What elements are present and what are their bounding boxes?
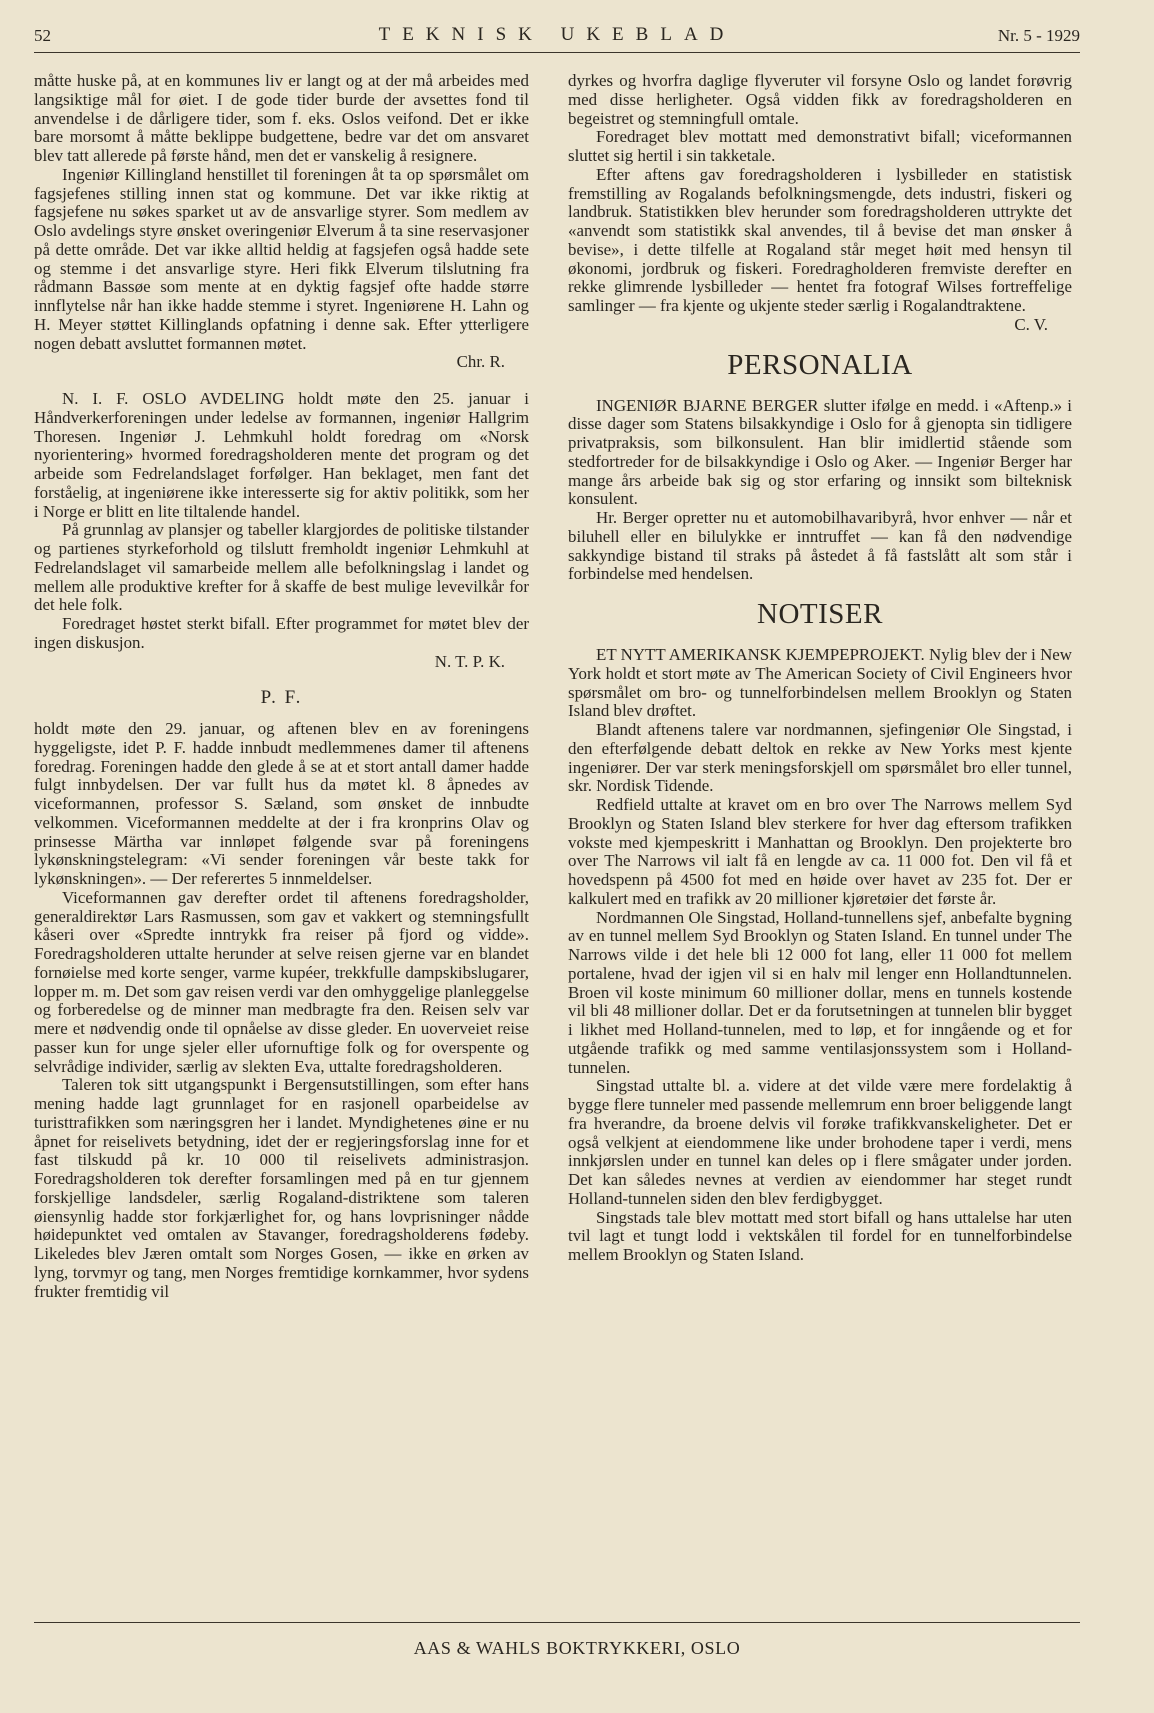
page-number: 52 (34, 26, 51, 45)
paragraph: INGENIØR BJARNE BERGER slutter ifølge en medd. i «Aftenp.» i disse dager som Statens bilsakkyndige i Oslo for å gjenopta sin tidligere privatpraksis, som bilkonsulent. Han blir imidlertid stående som stedfortreder for de bilsakkyndige i Oslo og Aker. — Ingeniør Berger har mange års arbeide bak sig og stor erfaring og innsikt som bilteknisk konsulent. (568, 395, 1072, 509)
left-column (34, 72, 529, 1301)
paragraph: Blandt aftenens talere var nordmannen, sjefingeniør Ole Singstad, i den efterfølgende debatt deltok en rekke av New Yorks mest kjente ingeniører. Der var sterk meningsforskjell om spørsmålet bro eller tunnel, skr. Nordisk Tidende. (568, 720, 1072, 796)
right-column (568, 72, 1072, 1265)
paragraph: ET NYTT AMERIKANSK KJEMPEPROJEKT. Nylig blev der i New York holdt et stort møte av The American Society of Civil Engineers hvor spørsmålet om bro- og tunnelforbindelsen mellem Brooklyn og Staten Island blev drøftet. (568, 645, 1072, 721)
paragraph: Hr. Berger opretter nu et automobilhavaribyrå, hvor enhver — når et biluhell eller en bilulykke er inntruffet — kan få den nødvendige sakkyndige bistand til straks på åstedet å få fastslått alt som står i forbindelse med hendelsen. (568, 508, 1072, 584)
paragraph: Taleren tok sitt utgangspunkt i Bergensutstillingen, som efter hans mening hadde lagt grunnlaget for en rasjonell oparbeidelse av turisttrafikken som næringsgren her i landet. Myndighetenes øine er nu åpnet for reiselivets betydning, idet der er regjeringsforslag inne for et fast tilskudd på kr. 10 000 til reiselivets administrasjon. Foredragsholderen tok derefter forsamlingen med på en tur gjennem forskjellige landsdeler, særlig Rogaland-distriktene som taleren øiensynlig hadde stor forkjærlighet for, og hans lovprisninger nådde høidepunktet ved omtalen av Stavanger, foredragsholderens fødeby. Likeledes blev Jæren omtalt som Norges Gosen, — ikke en ørken av lyng, torvmyr og tang, men Norges fremtidige kornkammer, hvor sydens frukter fremtidig vil (34, 1075, 529, 1301)
paragraph: På grunnlag av plansjer og tabeller klargjordes de politiske tilstander og partienes styrkeforhold og tilslutt fremholdt ingeniør Lehmkuhl at Fedrelandslaget vil samarbeide mellem alle befolkningslag i landet og mellem alle produktive krefter for å skaffe de best mulige levevilkår for det hele folk. (34, 520, 529, 615)
running-header (34, 22, 1080, 53)
paragraph: Viceformannen gav derefter ordet til aftenens foredragsholder, generaldirektør Lars Rasmussen, som gav et vakkert og stemningsfullt kåseri over «Spredte inntrykk fra reiser på fjord og vidde». Foredragsholderen uttalte herunder at selve reisen gjerne var en blandet fornøielse med korte senger, varme kupéer, trekkfulle dampskibslugarer, lopper m. m. Det som gav reisen verdi var den omhyggelige planleggelse og forberedelse og de minner man medbragte fra den. Reisen selv var mere et nødvendig onde til opnåelse av disse gleder. En uoverveiet reise passer kun for unge sjeler eller ufornuftige folk og for overspente og selvrådige individer, særlig av slekten Eva, uttalte foredragsholderen. (34, 887, 529, 1076)
paragraph: Singstad uttalte bl. a. videre at det vilde være mere fordelaktig å bygge flere tunneler med passende mellemrum enn broer beliggende langt fra hverandre, da broene delvis vil forøke trafikkvanskeligheter. Det er også velkjent at eiendommene like under brohodene taper i verdi, mens innkjørslen under en tunnel kan deles op i flere smågater under jorden. Det kan således nevnes at verdien av eiendommer har steget rundt Holland-tunnelen siden den blev ferdigbygget. (568, 1076, 1072, 1208)
journal-title: TEKNISK UKEBLAD (378, 24, 736, 45)
signature: N. T. P. K. (434, 651, 505, 671)
section-heading-personalia: PERSONALIA (727, 348, 913, 381)
footer-rule (34, 1622, 1080, 1623)
paragraph: dyrkes og hvorfra daglige flyveruter vil forsyne Oslo og landet forøvrig med disse herligheter. Også vidden fikk av foredragsholderen en begeistret og stemningfull omtale. (568, 71, 1072, 128)
signature: Chr. R. (456, 352, 505, 372)
paragraph: holdt møte den 29. januar, og aftenen blev en av foreningens hyggeligste, idet P. F. hadde innbudt medlemmenes damer til aftenens foredrag. Foreningen hadde den glede å se at et stort antall damer hadde fulgt innbydelsen. Der var fullt hus da møtet kl. 8 åpnedes av viceformannen, professor S. Sæland, som ønsket de innbudte velkommen. Viceformannen meddelte at der i fra kronprins Olav og prinsesse Märtha var innløpet følgende svar på foreningens lykønskningstelegram: «Vi sender foreningen vår beste takk for lykønskningen». — Der referertes 5 innmeldelser. (34, 719, 529, 888)
paragraph: Singstads tale blev mottatt med stort bifall og hans uttalelse har uten tvil lagt et tungt lodd i vektskålen til fordel for en tunnelforbindelse mellem Brooklyn og Staten Island. (568, 1207, 1072, 1264)
signature: C. V. (1014, 314, 1048, 334)
section-heading-pf: P. F. (260, 687, 303, 709)
paragraph: Ingeniør Killingland henstillet til foreningen åt ta op spørsmålet om fagsjefenes stilling innen stat og kommune. Det var ikke riktig at fagsjefene nu søkes sparket ut av de ansvarlige styrer. Som medlem av Oslo avdelings styre ønsket overingeniør Elverum å ta sine reservasjoner på dette område. Det var ikke alltid heldig at fagsjefen også hadde sete og stemme i det ansvarlige styre. Heri fikk Elverum tilslutning fra rådmann Bassøe som mente at en dyktig fagsjef ofte hadde større innflytelse når han ikke hadde stemme i styret. Ingeniørene H. Lahn og H. Meyer støttet Killinglands opfatning i denne sak. Efter ytterligere nogen debatt avsluttet formannen møtet. (34, 164, 529, 353)
paragraph: Redfield uttalte at kravet om en bro over The Narrows mellem Syd Brooklyn og Staten Island blev sterkere for hver dag eftersom trafikken vokste med kjempeskritt i Manhattan og Brooklyn. Den projekterte bro over The Narrows vil ialt få en lengde av ca. 11 000 fot. Den vil få et hovedspenn på 4500 fot med en høide over havet av 235 fot. Der er kalkulert med en trafikk av 20 millioner kjøretøier det første år. (568, 795, 1072, 908)
paragraph: Nordmannen Ole Singstad, Holland-tunnellens sjef, anbefalte bygning av en tunnel mellem Syd Brooklyn og Staten Island. En tunnel under The Narrows vilde i det hele bli 12 000 fot lang, eller 11 000 fot mellem portalene, hvad der igjen vil si en halv mil lenger enn Hollandtunnelen. Broen vil koste minimum 60 millioner dollar, mens en tunnels kostende vil bli 48 millioner dollar. Det er da forutsetningen at tunnelen blir bygget i likhet med Holland-tunnelen, med to løp, et for inngående og et for utgående trafikk og med samme ventilasjonssystem som i Holland-tunnelen. (568, 907, 1072, 1077)
paragraph: Foredraget blev mottatt med demonstrativt bifall; viceformannen sluttet sig hertil i sin takketale. (568, 127, 1072, 165)
issue-number: Nr. 5 - 1929 (997, 26, 1080, 45)
paragraph: Foredraget høstet sterkt bifall. Efter programmet for møtet blev der ingen diskusjon. (34, 614, 529, 652)
paragraph: N. I. F. OSLO AVDELING holdt møte den 25. januar i Håndverkerforeningen under ledelse av formannen, ingeniør Hallgrim Thoresen. Ingeniør J. Lehmkuhl holdt foredrag om «Norsk nyorientering» hvormed foredragsholderen mente det program og det arbeide som Fedrelandslaget forfølger. Han beklaget, men fant det forståelig, at ingeniørene ikke interesserte sig for aktiv politikk, som her i Norge er blitt en lite tiltalende handel. (34, 389, 529, 521)
paragraph: måtte huske på, at en kommunes liv er langt og at der må arbeides med langsiktige mål for øiet. I de gode tider burde der avsettes fond til anvendelse i de dårligere tider, som f. eks. Oslos veifond. Det er ikke bare morsomt å måtte beklippe budgettene, bedre var det om ansvaret blev tatt allerede på første hånd, men det er vanskelig å resignere. (34, 71, 529, 165)
paragraph: Efter aftens gav foredragsholderen i lysbilleder en statistisk fremstilling av Rogalands befolkningsmengde, dets industri, fiskeri og landbruk. Statistikken blev herunder som foredragsholderen uttrykte det «anvendt som statistikk skal anvendes, til å bevise det man ønsker å bevise», i dette tilfelle at Rogaland står meget høit med hensyn til økonomi, jordbruk og fiskeri. Foredragholderen fremviste derefter en rekke glimrende lysbilleder — hentet fra fotograf Wilses fortreffelige samlinger — fra kjente og ukjente steder særlig i Rogalandtraktene. (568, 164, 1072, 315)
printer-imprint: AAS & WAHLS BOKTRYKKERI, OSLO (413, 1638, 741, 1658)
section-heading-notiser: NOTISER (757, 598, 883, 630)
